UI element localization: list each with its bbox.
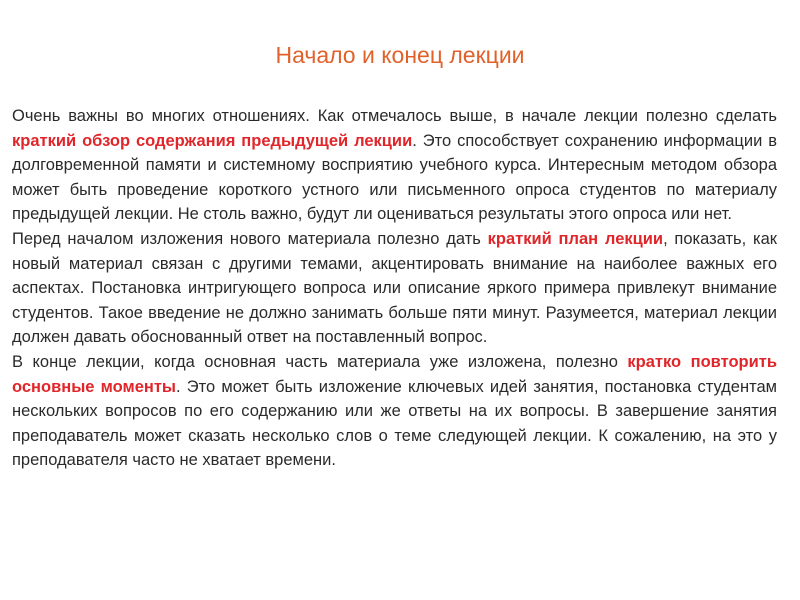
highlight-previous-lecture-review: краткий обзор содержания предыдущей лекции xyxy=(12,131,413,150)
paragraph-text: В конце лекции, когда основная часть материала уже изложена, полезно xyxy=(12,352,628,371)
paragraph-opening-review xyxy=(12,104,777,227)
paragraph-lecture-ending xyxy=(12,350,777,473)
paragraph-text: Перед началом изложения нового материала полезно дать xyxy=(12,229,488,248)
paragraph-lecture-plan xyxy=(12,227,777,350)
paragraph-text: . Это способствует сохранению информации в долговременной памяти и системному восприятию учебного курса. Интересным методом обзора может быть проведение короткого устного или письменного опроса студентов по материалу предыдущей лекции. Не столь важно, будут ли оцениваться результаты этого опроса или нет. xyxy=(12,131,777,224)
slide-title: Начало и конец лекции xyxy=(275,42,525,68)
slide-body xyxy=(12,104,777,473)
paragraph-text: , показать, как новый материал связан с другими темами, акцентировать внимание на наиболее важных его аспектах. Постановка интригующего вопроса или описание яркого примера привлекут внимание студентов. Такое введение не должно занимать больше пяти минут. Разумеется, материал лекции должен давать обоснованный ответ на поставленный вопрос. xyxy=(12,229,777,347)
highlight-repeat-key-points: кратко повторить основные моменты xyxy=(12,352,777,396)
paragraph-text: Очень важны во многих отношениях. Как отмечалось выше, в начале лекции полезно сделать xyxy=(12,107,777,125)
paragraph-text: . Это может быть изложение ключевых идей занятия, постановка студентам нескольких вопросов по его содержанию или же ответы на их вопросы. В завершение занятия преподаватель может сказать несколько слов о теме следующей лекции. К сожалению, на это у преподавателя часто не хватает времени. xyxy=(12,377,777,470)
highlight-lecture-plan: краткий план лекции xyxy=(487,229,664,248)
